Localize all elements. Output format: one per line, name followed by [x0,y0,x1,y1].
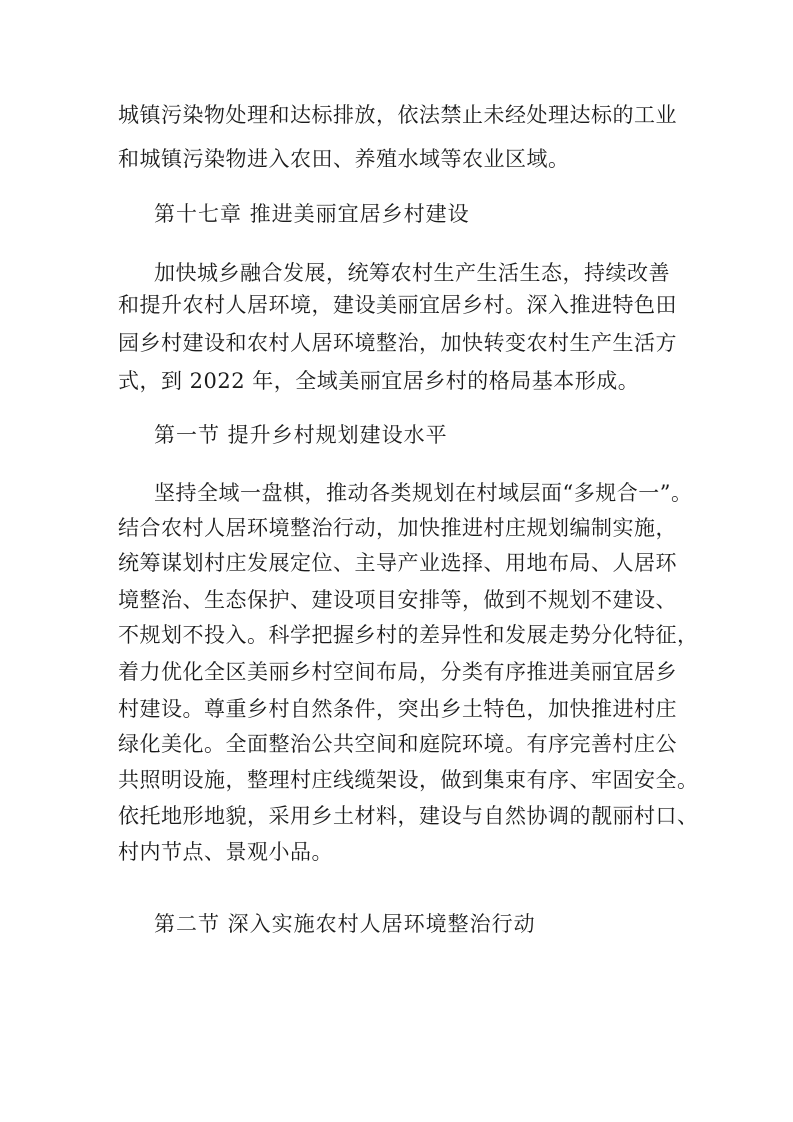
paragraph-line: 园乡村建设和农村人居环境整治，加快转变农村生产生活方 [118,331,677,355]
paragraph-line: 城镇污染物处理和达标排放，依法禁止未经处理达标的工业 [118,103,677,127]
paragraph-line: 加快城乡融合发展，统筹农村生产生活生态，持续改善 [154,261,670,285]
paragraph-line: 统筹谋划村庄发展定位、主导产业选择、用地布局、人居环 [118,551,677,575]
section-heading: 第一节 提升乡村规划建设水平 [154,423,448,447]
paragraph-line: 村内节点、景观小品。 [118,840,333,864]
paragraph-line: 坚持全域一盘棋，推动各类规划在村域层面“多规合一”。 [154,481,693,505]
paragraph-line: 着力优化全区美丽乡村空间布局，分类有序推进美丽宜居乡 [118,660,677,684]
paragraph-line: 式，到 2022 年，全域美丽宜居乡村的格局基本形成。 [118,369,640,393]
paragraph-line: 结合农村人居环境整治行动，加快推进村庄规划编制实施， [118,516,677,540]
section-heading: 第二节 深入实施农村人居环境整治行动 [154,912,536,936]
paragraph-line: 不规划不投入。科学把握乡村的差异性和发展走势分化特征， [118,623,699,647]
chapter-heading: 第十七章 推进美丽宜居乡村建设 [154,202,470,226]
paragraph-line: 村建设。尊重乡村自然条件，突出乡土特色，加快推进村庄 [118,697,677,721]
paragraph-line: 绿化美化。全面整治公共空间和庭院环境。有序完善村庄公 [118,732,677,756]
paragraph-line: 境整治、生态保护、建设项目安排等，做到不规划不建设、 [118,588,677,612]
paragraph-line: 依托地形地貌，采用乡土材料，建设与自然协调的靓丽村口、 [118,804,699,828]
paragraph-line: 共照明设施，整理村庄线缆架设，做到集束有序、牢固安全。 [118,768,699,792]
paragraph-line: 和城镇污染物进入农田、养殖水域等农业区域。 [118,147,570,171]
paragraph-line: 和提升农村人居环境，建设美丽宜居乡村。深入推进特色田 [118,293,677,317]
